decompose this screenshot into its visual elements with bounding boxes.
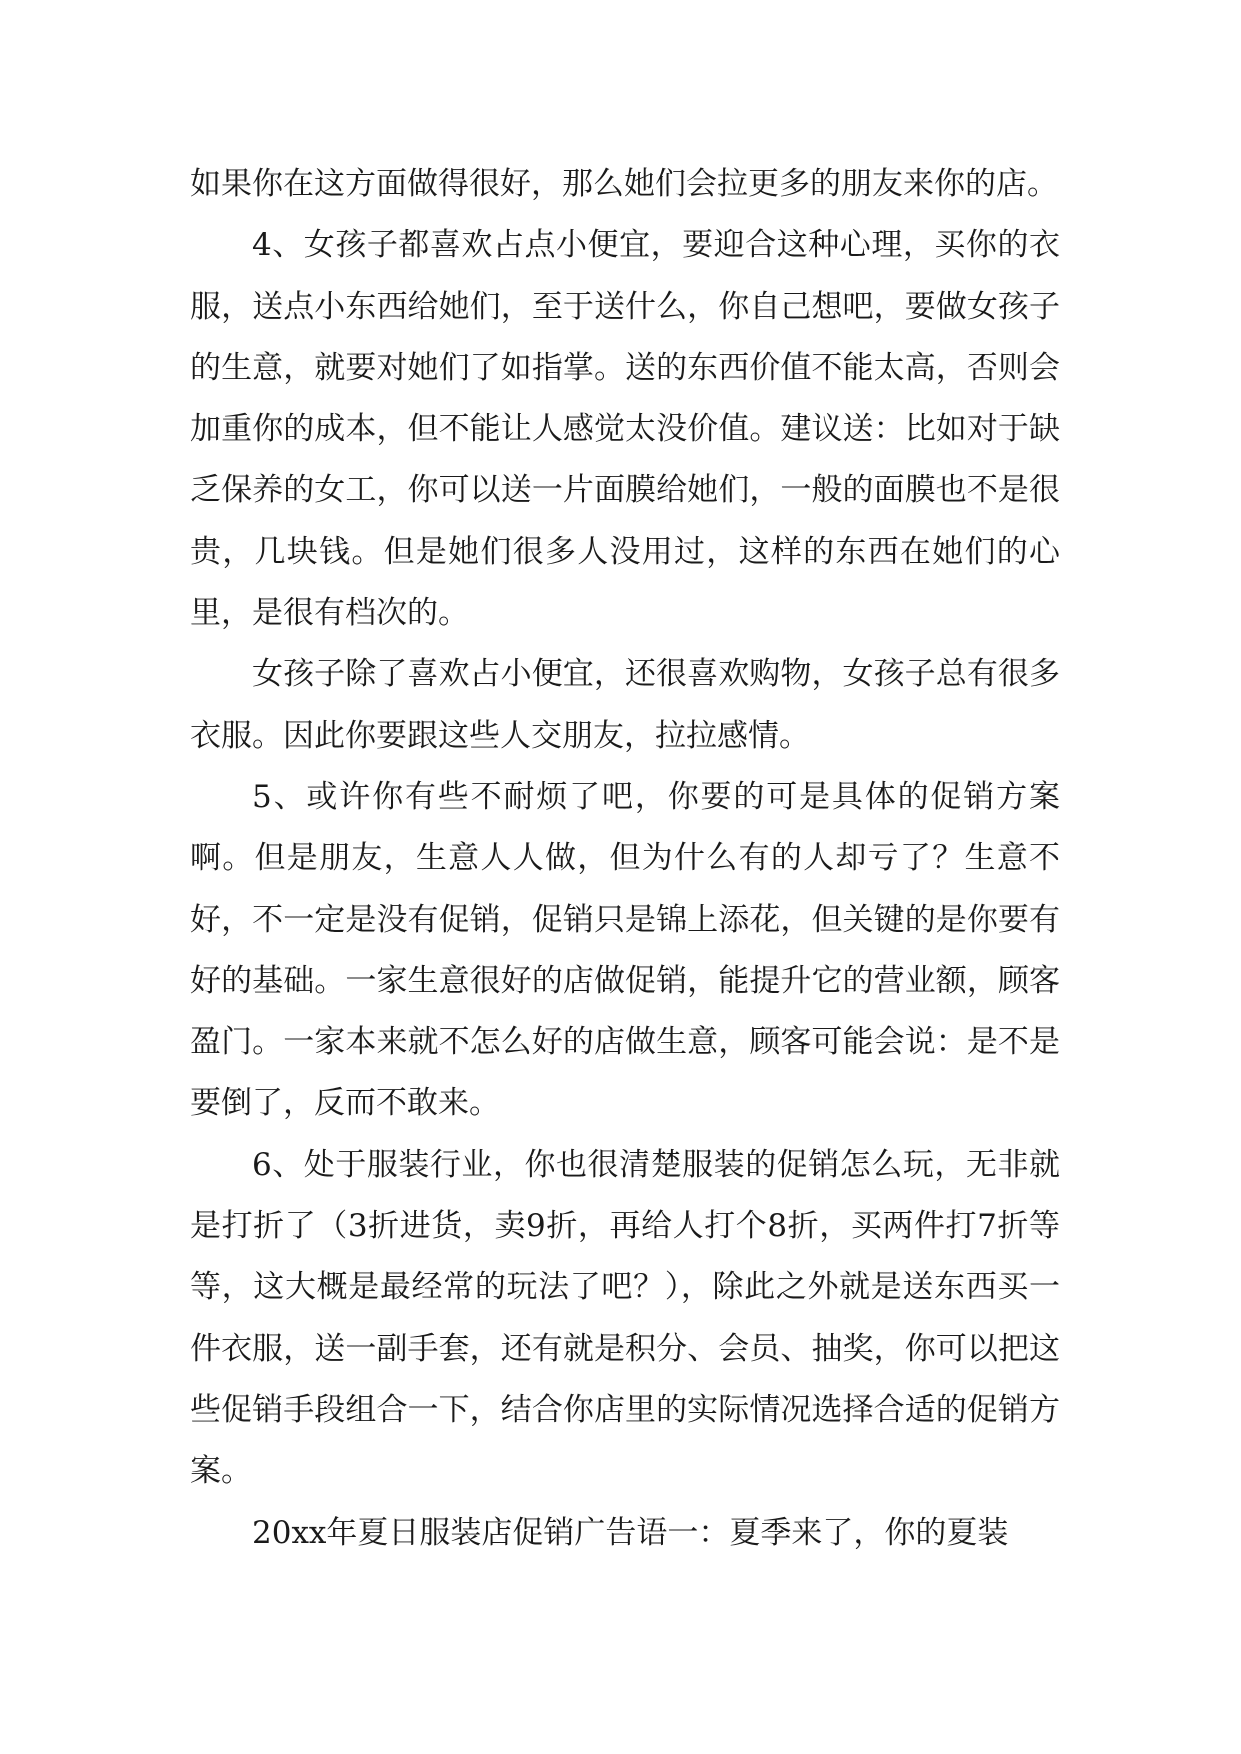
paragraph: 6、处于服装行业，你也很清楚服装的促销怎么玩，无非就是打折了（3折进货，卖9折，再给人打个8折，买两件打7折等等，这大概是最经常的玩法了吧？），除此之外就是送东西买一件衣服，送一副手套，还有就是积分、会员、抽奖，你可以把这些促销手段组合一下，结合你店里的实际情况选择合适的促销方案。 xyxy=(190,1146,1060,1490)
paragraph: 20xx年夏日服装店促销广告语一：夏季来了，你的夏装 xyxy=(252,1514,1009,1551)
paragraph: 如果你在这方面做得很好，那么她们会拉更多的朋友来你的店。 xyxy=(190,166,1058,202)
paragraph: 女孩子除了喜欢占小便宜，还很喜欢购物，女孩子总有很多衣服。因此你要跟这些人交朋友，拉拉感情。 xyxy=(190,656,1060,754)
paragraph: 4、女孩子都喜欢占点小便宜，要迎合这种心理，买你的衣服，送点小东西给她们，至于送什么，你自己想吧，要做女孩子的生意，就要对她们了如指掌。送的东西价值不能太高，否则会加重你的成本，但不能让人感觉太没价值。建议送：比如对于缺乏保养的女工，你可以送一片面膜给她们，一般的面膜也不是很贵，几块钱。但是她们很多人没用过，这样的东西在她们的心里，是很有档次的。 xyxy=(190,227,1060,632)
document-body xyxy=(190,154,1060,1564)
paragraph: 5、或许你有些不耐烦了吧，你要的可是具体的促销方案啊。但是朋友，生意人人做，但为什么有的人却亏了？生意不好，不一定是没有促销，促销只是锦上添花，但关键的是你要有好的基础。一家生意很好的店做促销，能提升它的营业额，顾客盈门。一家本来就不怎么好的店做生意，顾客可能会说：是不是要倒了，反而不敢来。 xyxy=(190,778,1060,1122)
